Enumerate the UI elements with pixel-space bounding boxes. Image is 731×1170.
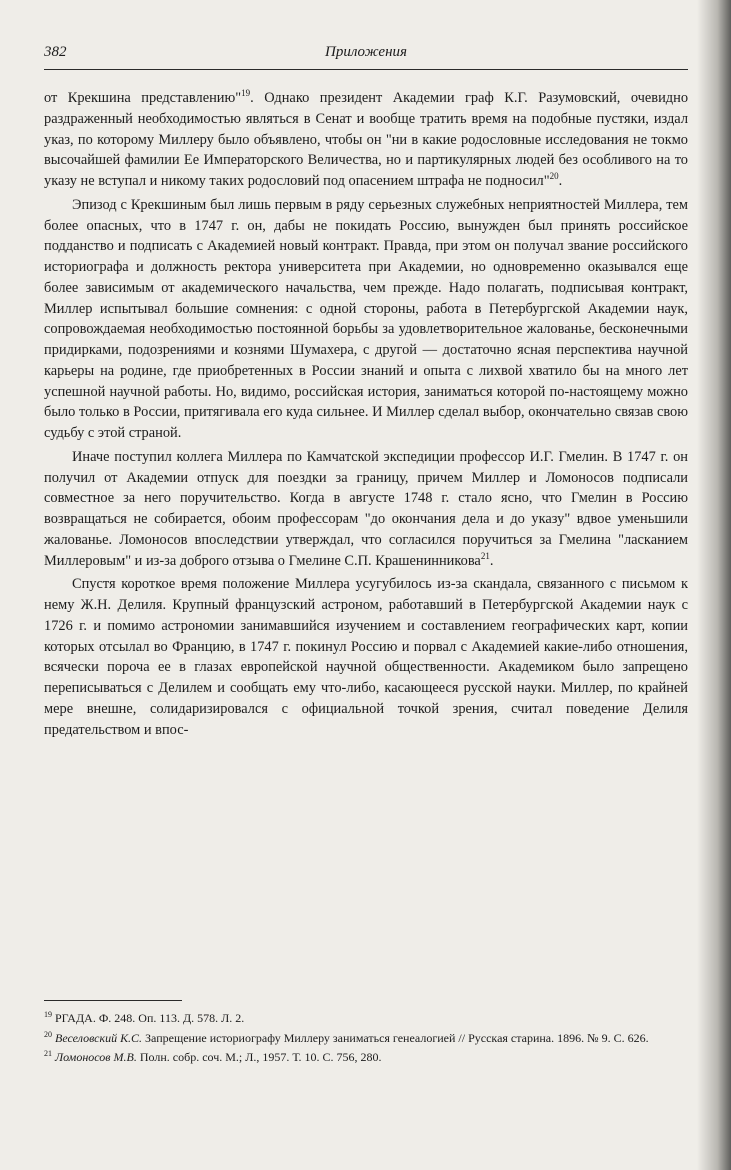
- paragraph-2: [44, 195, 688, 444]
- body-text: [44, 88, 688, 740]
- paragraph-text: Иначе поступил коллега Миллера по Камчатской экспедиции профессор И.Г. Гмелин. В 1747 г. он получил от Академии отпуск для поездки за границу, причем Миллер и Ломоносов подписали совместное за него поручительство. Когда в августе 1748 г. стало ясно, что Гмелин в Россию возвращаться не собирается, обоим профессорам "до окончания дела и до указу" вдвое уменьшили жалованье. Ломоносов впоследствии утверждал, что согласился поручиться за Гмелина "ласканием Миллеровым" и из-за доброго отзыва о Гмелине С.П. Крашенинникова: [44, 448, 688, 569]
- footnotes: [44, 1010, 688, 1069]
- footnote-ref-21: 21: [480, 550, 490, 561]
- paragraph-text: .: [558, 173, 563, 189]
- footnote-ref-19: 19: [241, 88, 251, 99]
- footnote-19: [44, 1010, 688, 1028]
- footnote-author: Веселовский К.С.: [55, 1030, 143, 1045]
- page-header: [44, 44, 688, 66]
- paragraph-text: .: [489, 552, 494, 569]
- footnote-number: 20: [44, 1029, 52, 1039]
- footnote-number: 21: [44, 1049, 52, 1058]
- footnote-21: [44, 1049, 688, 1067]
- footnote-rule: [44, 1000, 182, 1001]
- footnote-text: РГАДА. Ф. 248. Оп. 113. Д. 578. Л. 2.: [55, 1011, 245, 1025]
- page-edge-shadow: [697, 0, 731, 1170]
- paragraph-text: от Крекшина представлению": [44, 90, 242, 106]
- footnote-number: 19: [44, 1010, 52, 1019]
- paragraph-1: [44, 88, 688, 192]
- footnote-text: Полн. собр. соч. М.; Л., 1957. Т. 10. С. 756, 280.: [136, 1050, 382, 1064]
- page-number: 382: [44, 44, 67, 60]
- paragraph-text: Эпизод с Крекшиным был лишь первым в ряду серьезных служебных неприятностей Миллера, тем более опасных, что в 1747 г. он, дабы не покидать Россию, вынужден был принять российское подданство и подписать с Академией новый контракт. Правда, при этом он получал звание российского историографа и должность ректора университета при Академии, но одновременно оказывался еще более зависимым от академического начальства, чем прежде. Надо полагать, подписывая контракт, Миллер испытывал большие сомнения: с одной стороны, работа в Петербургской Академии наук, сопровождаемая необходимостью постоянной борьбы за удовлетворительное жалованье, бесконечными придирками, подозрениями и кознями Шумахера, с другой — достаточно ясная перспектива научной карьеры на родине, где приобретенных в России знаний и опыта с лихвой хватило бы на много лет успешной научной работы. Но, видимо, российская история, заниматься которой по-настоящему можно было только в России, притягивала его куда сильнее. И Миллер сделал выбор, окончательно связав свою судьбу с этой страной.: [44, 196, 688, 441]
- footnote-text: Запрещение историографу Миллеру заниматься генеалогией // Русская старина. 1896. № 9. С. 626.: [142, 1030, 649, 1045]
- paragraph-4: [44, 574, 688, 740]
- paragraph-3: [44, 447, 688, 572]
- footnote-author: Ломоносов М.В.: [55, 1050, 137, 1064]
- paragraph-text: Спустя короткое время положение Миллера усугубилось из-за скандала, связанного с письмом к нему Ж.Н. Делиля. Крупный французский астроном, работавший в Петербургской Академии наук с 1726 г. и помимо астрономии занимавшийся изучением и составлением географических карт, копии которых отсылал во Францию, в 1747 г. покинул Россию и порвал с Академией какие-либо отношения, всячески пороча ее в глазах европейской научной общественности. Академиком было запрещено переписываться с Делилем и сообщать ему что-либо, касающееся русской науки. Миллер, по крайней мере внешне, солидаризировался с официальной точкой зрения, считал поведение Делиля предательством и впос-: [44, 576, 688, 738]
- running-title: Приложения: [324, 44, 407, 60]
- header-rule: [44, 69, 688, 70]
- footnote-ref-20: 20: [549, 171, 559, 182]
- paragraph-text: . Однако президент Академии граф К.Г. Разумовский, очевидно раздраженный необходимостью являться в Сенат и вообще тратить время на подобные пустяки, издал указ, по которому Миллеру было объявлено, чтобы он "ни в какие родословные исследования не токмо высочайшей фамилии Ее Императорского Величества, но и партикулярных людей без особливого на то указу не вступал и никому таких родословий под опасением штрафа не подносил": [44, 90, 689, 189]
- footnote-20: [44, 1030, 688, 1048]
